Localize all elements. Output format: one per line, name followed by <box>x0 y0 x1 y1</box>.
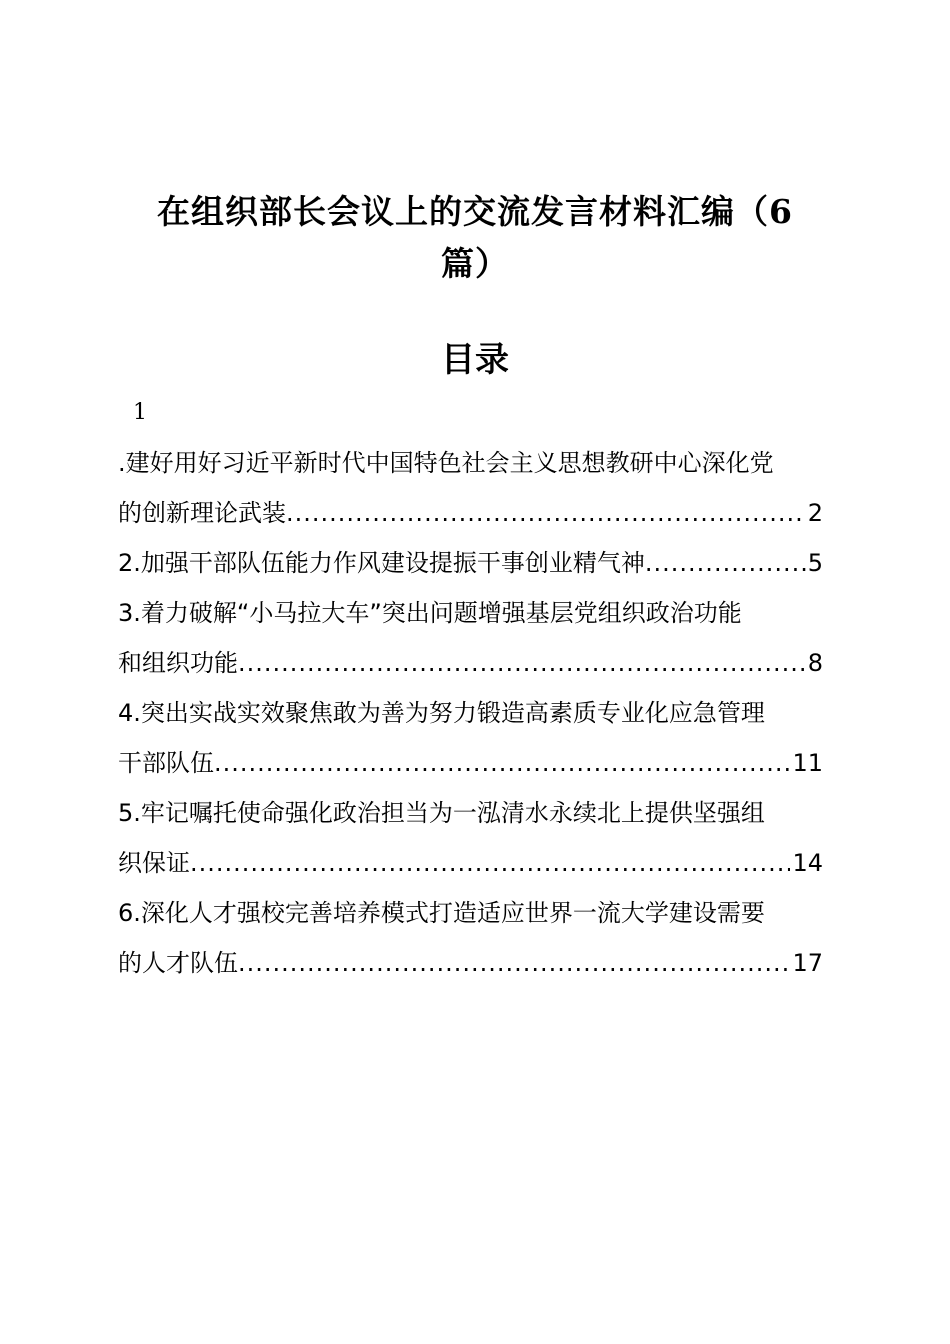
toc-entry-text: 的创新理论武装 <box>118 499 286 527</box>
toc-entry-5-line-1[interactable] <box>118 788 823 838</box>
toc-entry-text: 干部队伍 <box>118 749 214 777</box>
dot-leader <box>238 938 790 988</box>
dot-leader <box>214 738 790 788</box>
toc-entry-1-number: 1 <box>133 400 147 425</box>
toc-entry-text: .建好用好习近平新时代中国特色社会主义思想教研中心深化党 <box>118 449 774 477</box>
toc-page-number: 17 <box>792 949 823 977</box>
toc-page-number: 5 <box>807 549 823 577</box>
toc-entry-4-line-2[interactable] <box>118 738 823 788</box>
document-title <box>130 186 820 290</box>
toc-entry-5-line-2[interactable] <box>118 838 823 888</box>
toc-entry-1-line-2[interactable] <box>118 488 823 538</box>
toc-entry-6-line-2[interactable] <box>118 938 823 988</box>
document-title-line-2: 篇） <box>441 244 509 283</box>
toc-entry-6-line-1[interactable] <box>118 888 823 938</box>
toc-entry-3-line-2[interactable] <box>118 638 823 688</box>
toc-entry-text: 2.加强干部队伍能力作风建设提振干事创业精气神 <box>118 549 645 577</box>
dot-leader <box>238 638 806 688</box>
toc-heading: 目录 <box>441 340 509 380</box>
toc-page-number: 2 <box>807 499 823 527</box>
dot-leader <box>645 538 806 588</box>
toc-entry-text: 4.突出实战实效聚焦敢为善为努力锻造高素质专业化应急管理 <box>118 699 765 727</box>
toc-page-number: 11 <box>792 749 823 777</box>
toc-entry-3-line-1[interactable] <box>118 588 823 638</box>
toc-entry-text: 的人才队伍 <box>118 949 238 977</box>
document-title-line-1: 在组织部长会议上的交流发言材料汇编（6 <box>157 192 793 231</box>
toc-entry-1-line-1[interactable] <box>118 438 823 488</box>
toc-entry-2-line-1[interactable] <box>118 538 823 588</box>
dot-leader <box>190 838 790 888</box>
table-of-contents <box>118 438 823 988</box>
toc-page-number: 8 <box>807 649 823 677</box>
toc-page-number: 14 <box>792 849 823 877</box>
toc-entry-4-line-1[interactable] <box>118 688 823 738</box>
toc-entry-text: 3.着力破解“小马拉大车”突出问题增强基层党组织政治功能 <box>118 599 742 627</box>
toc-entry-text: 织保证 <box>118 849 190 877</box>
toc-entry-text: 6.深化人才强校完善培养模式打造适应世界一流大学建设需要 <box>118 899 765 927</box>
dot-leader <box>286 488 806 538</box>
toc-entry-text: 5.牢记嘱托使命强化政治担当为一泓清水永续北上提供坚强组 <box>118 799 765 827</box>
toc-entry-text: 和组织功能 <box>118 649 238 677</box>
